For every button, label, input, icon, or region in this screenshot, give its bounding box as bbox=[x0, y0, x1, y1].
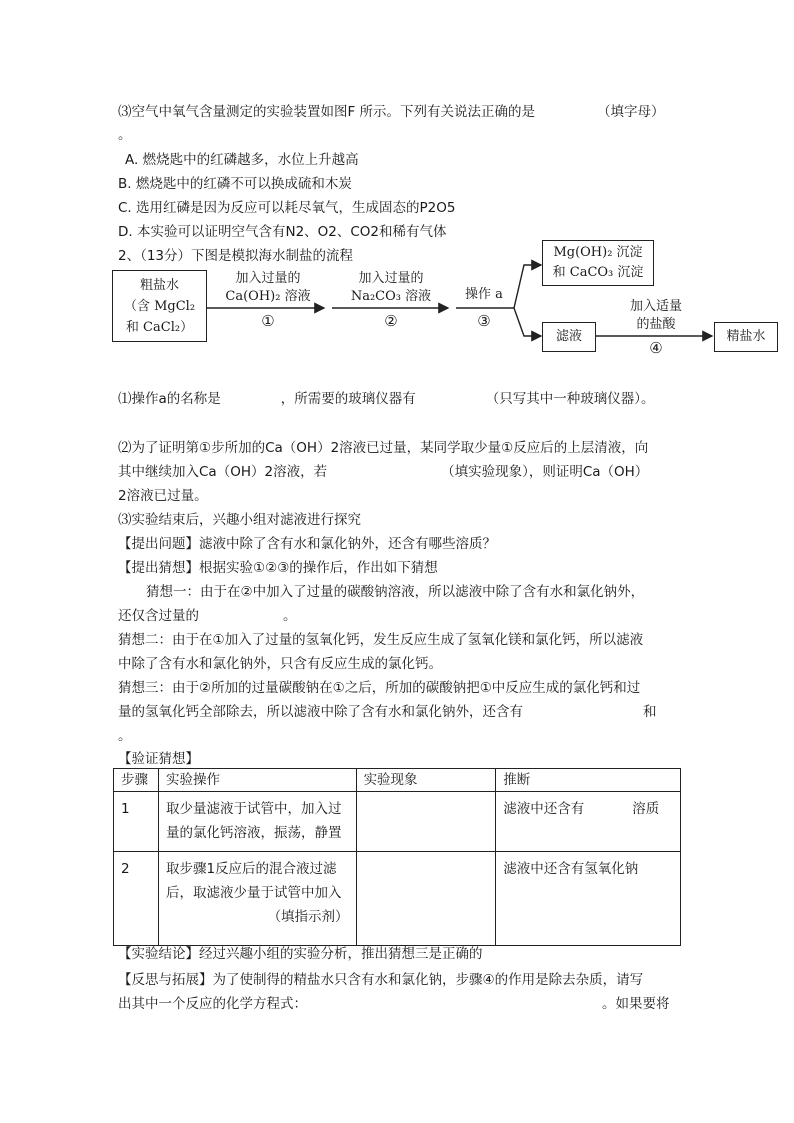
q2-2-line1: ⑵为了证明第①步所加的Ca（OH）2溶液已过量，某同学取少量①反应后的上层清液，向 bbox=[118, 440, 649, 456]
step1-label bbox=[210, 270, 326, 306]
reflect-line1: 【反思与拓展】为了使制得的精盐水只含有水和氯化钠，步骤④的作用是除去杂质，请写 bbox=[118, 972, 644, 988]
step4-number: ④ bbox=[649, 339, 663, 357]
step2-label bbox=[333, 270, 449, 306]
step1-line1: 加入过量的 bbox=[235, 271, 301, 286]
hyp2-line2: 中除了含有水和氯化钠外，只含有反应生成的氯化钙。 bbox=[118, 656, 442, 672]
row1-phenomenon-cell[interactable] bbox=[356, 792, 496, 852]
step3-label: 操作 a bbox=[465, 287, 503, 302]
row1-inference bbox=[496, 792, 681, 852]
header-inference: 推断 bbox=[496, 769, 681, 792]
step1-number: ① bbox=[261, 312, 275, 330]
q2-1-text-c: （只写其中一种玻璃仪器）。 bbox=[485, 391, 655, 407]
crude-brine-note-1: （含 MgCl₂ bbox=[123, 299, 196, 314]
q3-option-d: D. 本实验可以证明空气含有N2、O2、CO2和稀有气体 bbox=[118, 224, 447, 240]
crude-brine-note-2: 和 CaCl₂） bbox=[125, 320, 194, 335]
q3-option-b: B. 燃烧匙中的红磷不可以换成硫和木炭 bbox=[118, 176, 352, 192]
salt-process-flow-diagram bbox=[112, 238, 784, 364]
step4-line1: 加入适量 bbox=[629, 299, 682, 314]
row2-phenomenon-cell[interactable] bbox=[356, 852, 496, 946]
hyp3-line2 bbox=[118, 703, 657, 721]
q3-period: 。 bbox=[118, 127, 132, 143]
hyp1-line2 bbox=[118, 607, 297, 625]
hyp3-text-a: 量的氢氧化钙全部除去，所以滤液中除了含有水和氯化钠外，还含有 bbox=[118, 704, 523, 720]
verify-title: 【验证猜想】 bbox=[118, 751, 199, 767]
filtrate-box: 滤液 bbox=[542, 322, 596, 352]
row1-operation: 取少量滤液于试管中，加入过量的氯化钙溶液，振荡，静置 bbox=[158, 792, 356, 852]
q2-1-text-a: ⑴操作a的名称是 bbox=[118, 391, 221, 407]
q3-hint: （填字母） bbox=[597, 104, 665, 120]
q2-2-text-a: 其中继续加入Ca（OH）2溶液，若 bbox=[118, 464, 328, 480]
step4-label bbox=[602, 298, 710, 334]
arrow-to-filtrate bbox=[514, 308, 541, 336]
step2-number: ② bbox=[384, 312, 398, 330]
step3-number: ③ bbox=[477, 312, 491, 330]
reflect-text-a: 出其中一个反应的化学方程式： bbox=[118, 996, 307, 1012]
hyp1-text-b: 。 bbox=[283, 608, 297, 624]
hyp3-line1: 猜想三：由于②所加的过量碳酸钠在①之后，所加的碳酸钠把①中反应生成的氯化钙和过 bbox=[118, 680, 641, 696]
q3-option-c: C. 选用红磷是因为反应可以耗尽氧气，生成固态的P2O5 bbox=[118, 200, 456, 216]
header-operation: 实验操作 bbox=[158, 769, 356, 792]
header-step: 步骤 bbox=[114, 769, 159, 792]
row2-operation-hint: （填指示剂） bbox=[267, 909, 349, 925]
arrow-to-precipitate bbox=[514, 265, 541, 308]
precipitate-box bbox=[542, 240, 654, 286]
hyp3-text-b: 和 bbox=[643, 704, 657, 720]
ask-question: 【提出问题】滤液中除了含有水和氯化钠外，还含有哪些溶质？ bbox=[118, 536, 496, 552]
hyp1-text-a: 还仅含过量的 bbox=[118, 608, 199, 624]
q2-2-text-b: （填实验现象），则证明Ca（OH） bbox=[441, 464, 649, 480]
q3-title: ⑶空气中氧气含量测定的实验装置如图F 所示。下列有关说法正确的是 bbox=[118, 104, 536, 120]
table-header-row bbox=[114, 769, 681, 792]
refined-brine-box: 精盐水 bbox=[714, 322, 778, 352]
q2-2-line2 bbox=[118, 463, 648, 481]
reflect-text-b: 。如果要将 bbox=[602, 996, 670, 1012]
step2-line1: 加入过量的 bbox=[358, 271, 424, 286]
row1-step: 1 bbox=[114, 792, 159, 852]
header-phenomenon: 实验现象 bbox=[356, 769, 496, 792]
hyp1-line1: 猜想一：由于在②中加入了过量的碳酸钠溶液，所以滤液中除了含有水和氯化钠外， bbox=[146, 584, 645, 600]
precipitate-line2: 和 CaCO₃ 沉淀 bbox=[552, 265, 644, 280]
ask-hypothesis: 【提出猜想】根据实验①②③的操作后，作出如下猜想 bbox=[118, 560, 438, 576]
row2-inference: 滤液中还含有氢氧化钠 bbox=[496, 852, 681, 946]
row2-operation bbox=[158, 852, 356, 946]
precipitate-line1: Mg(OH)₂ 沉淀 bbox=[553, 245, 643, 260]
q2-3-title: ⑶实验结束后，兴趣小组对滤液进行探究 bbox=[118, 512, 361, 528]
q2-title: 2、（13分）下图是模拟海水制盐的流程 bbox=[118, 248, 354, 264]
q3-option-a: A. 燃烧匙中的红磷越多，水位上升越高 bbox=[125, 152, 359, 168]
step1-line2: Ca(OH)₂ 溶液 bbox=[225, 289, 311, 304]
row2-operation-text: 取步骤1反应后的混合液过滤后，取滤液少量于试管中加入 bbox=[165, 861, 342, 901]
q2-2-line3: 2溶液已过量。 bbox=[118, 488, 208, 504]
row1-inference-a: 滤液中还含有 bbox=[503, 801, 585, 817]
hyp2-line1: 猜想二：由于在①加入了过量的氢氧化钙，发生反应生成了氢氧化镁和氯化钙，所以滤液 bbox=[118, 632, 644, 648]
q2-1-text-b: ，所需要的玻璃仪器有 bbox=[280, 391, 416, 407]
verification-table bbox=[113, 768, 681, 946]
q2-1-line bbox=[118, 390, 655, 408]
reflect-line2 bbox=[118, 995, 670, 1013]
table-row bbox=[114, 792, 681, 852]
q3-title-line bbox=[118, 103, 665, 121]
step2-line2: Na₂CO₃ 溶液 bbox=[350, 289, 432, 304]
crude-brine-label: 粗盐水 bbox=[139, 278, 179, 293]
conclusion: 【实验结论】经过兴趣小组的实验分析，推出猜想三是正确的 bbox=[118, 946, 483, 962]
hyp3-line3: 。 bbox=[118, 728, 132, 744]
step4-line2: 的盐酸 bbox=[636, 317, 676, 332]
crude-brine-box bbox=[112, 270, 207, 342]
row1-inference-b: 溶质 bbox=[632, 801, 660, 817]
table-row bbox=[114, 852, 681, 946]
row2-step: 2 bbox=[114, 852, 159, 946]
